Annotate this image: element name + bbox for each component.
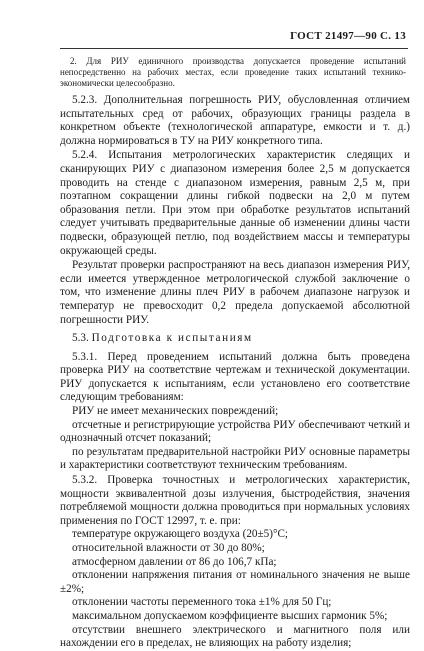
- requirement-item: отсчетные и регистрирующие устройства РИУ обеспечивают четкий и однозначный отсчет показаний;: [60, 418, 410, 445]
- requirement-item: РИУ не имеет механических повреждений;: [72, 405, 279, 418]
- footnote-divider: [60, 48, 408, 49]
- condition-item: температуре окружающего воздуха (20±5)°С;: [72, 528, 289, 541]
- condition-item: относительной влажности от 30 до 80%;: [72, 542, 265, 554]
- paragraph-5-3-2: 5.3.2. Проверка точностных и метрологических характеристик, мощности эквивалентной дозы излучения, быстродействия, значения потребляемой мощности должна проводиться при нормальных условиях применения по ГОСТ 12997, т. е. при:: [60, 474, 410, 527]
- condition-item: отклонении частоты переменного тока ±1% для 50 Гц;: [72, 596, 332, 609]
- section-number: 5.3.: [72, 332, 89, 345]
- main-text: [60, 94, 410, 651]
- page-header: ГОСТ 21497—90 С. 13: [290, 30, 406, 42]
- condition-item: атмосферном давлении от 86 до 106,7 кПа;: [72, 555, 277, 568]
- paragraph-5-2-3: 5.2.3. Дополнительная погрешность РИУ, обусловленная отличием испытательных сред от рабочих, образующих границы раздела в конкретном объекте (технологической аппаратуре, емкости и т. д.) должна нормироваться в ТУ на РИУ конкретного типа.: [60, 94, 410, 147]
- condition-item: отсутствии внешнего электрического и магнитного поля или нахождении его в пределах, не влияющих на работу изделия;: [60, 623, 410, 650]
- note-paragraph: 2. Для РИУ единичного производства допускается проведение испытаний непосредственно на рабочих местах, если проведение таких испытаний технико-экономически целесообразно.: [60, 56, 406, 89]
- requirement-item: по результатам предварительной настройки РИУ основные параметры и характеристики соответствуют техническим требованиям.: [60, 445, 410, 472]
- section-title: Подготовка к испытаниям: [91, 332, 253, 345]
- condition-item: максимальном допускаемом коэффициенте высших гармоник 5%;: [72, 609, 388, 622]
- note-block: [60, 56, 406, 90]
- section-heading-5-3: [60, 332, 410, 346]
- condition-item: отклонении напряжения питания от номинального значения не выше ±2%;: [60, 569, 410, 595]
- paragraph-result: Результат проверки распространяют на весь диапазон измерения РИУ, если имеется утвержденное метрологической службой заключение о том, что изменение длины плеч РИУ в рабочем диапазоне нагрузок и температур не превосходит 0,2 предела допускаемой абсолютной погрешности РИУ.: [60, 259, 410, 326]
- paragraph-5-2-4: 5.2.4. Испытания метрологических характеристик следящих и сканирующих РИУ с диапазоном измерения более 2,5 м допускается проводить на стенде с диапазоном измерения, равным 2,5 м, при поэтапном сокращении длины гибкой подвески на 2,0 м путем образования петли. При этом при обработке результатов испытаний следует учитывать предварительные данные об изменении длины части подвески, образующей петлю, под воздействием массы и температуры окружающей среды.: [60, 149, 410, 257]
- paragraph-5-3-1: 5.3.1. Перед проведением испытаний должна быть проведена проверка РИУ на соответствие чертежам и технической документации. РИУ допускается к испытаниям, если установлено его соответствие следующим требованиям:: [60, 350, 410, 404]
